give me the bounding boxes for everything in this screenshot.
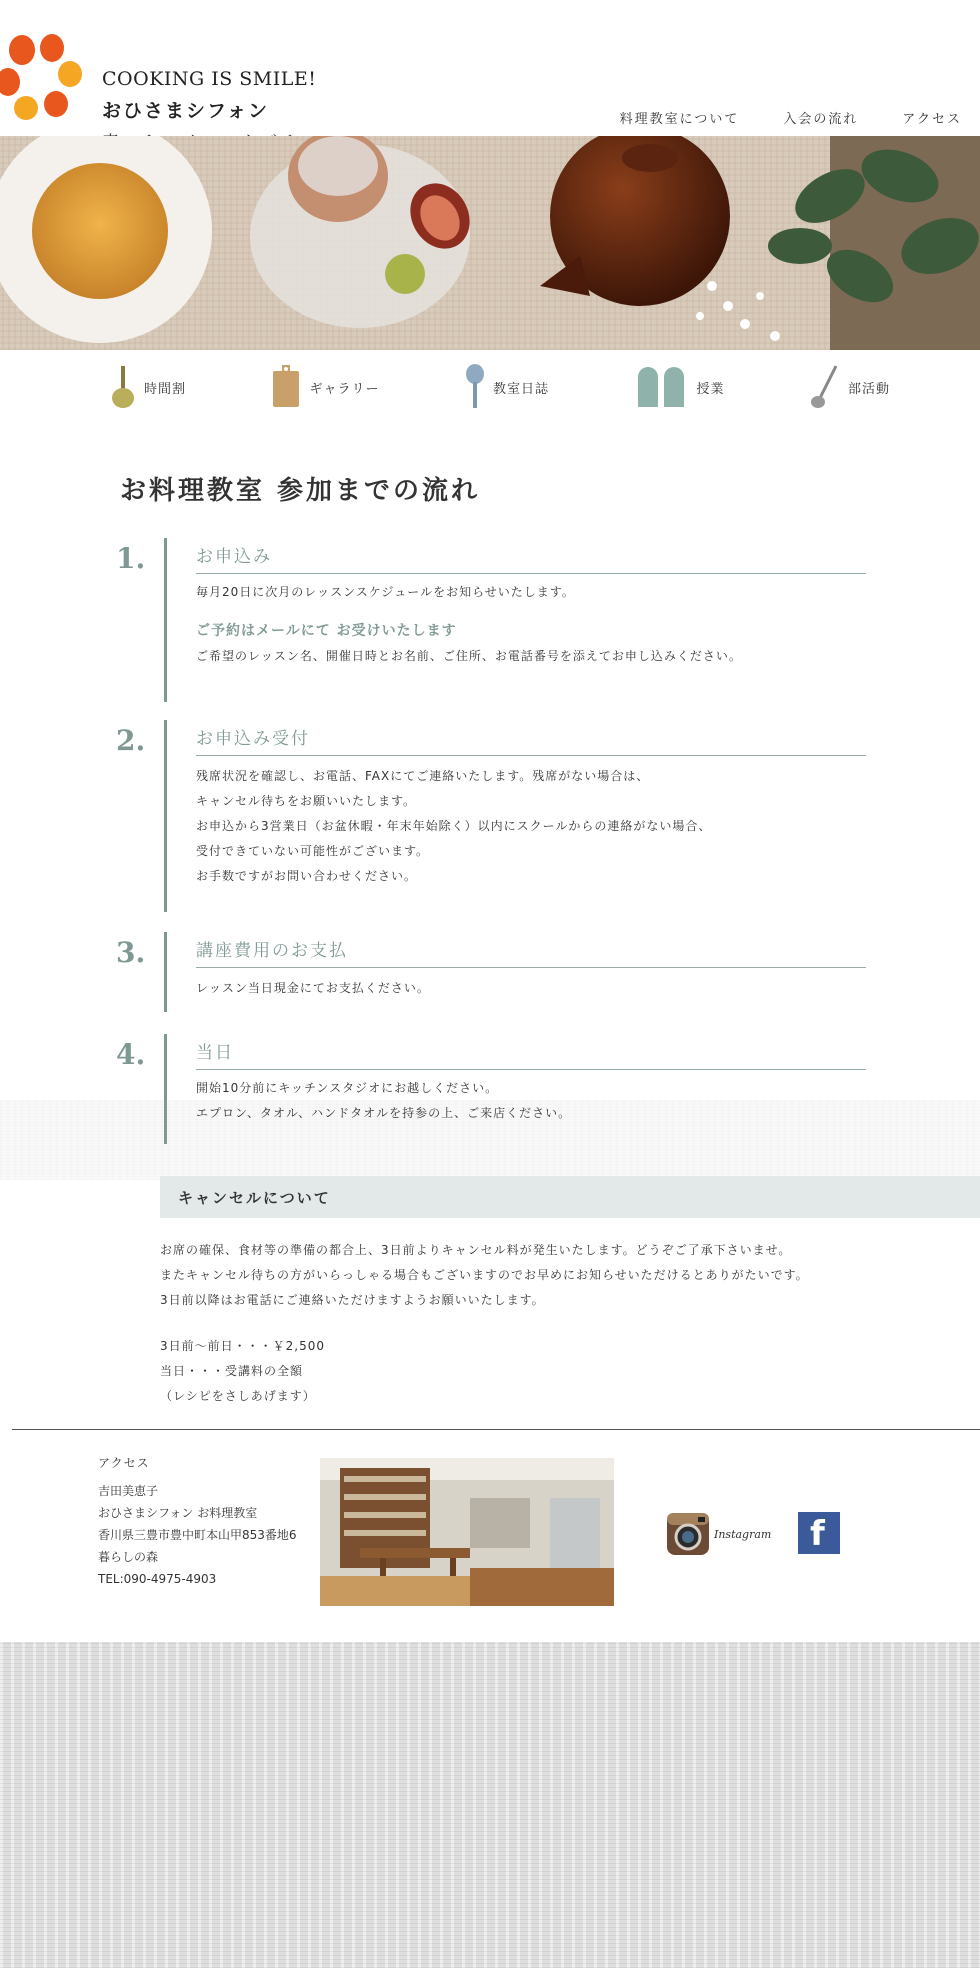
flower-logo-icon <box>0 32 86 122</box>
iconnav-label: 教室日誌 <box>492 381 549 397</box>
step-title: 講座費用のお支払 <box>196 936 866 968</box>
step-text: ご希望のレッスン名、開催日時とお名前、ご住所、お電話番号を添えてお申し込みください。 <box>196 649 742 663</box>
footer-texture <box>0 1642 980 1968</box>
fee-line: 当日・・・受講料の全額 <box>160 1364 304 1378</box>
access-line: 吉田美恵子 <box>98 1484 159 1498</box>
cutting-board-icon <box>271 365 301 409</box>
step-number: 3. <box>116 936 146 969</box>
step-number: 2. <box>116 724 146 757</box>
access-title: アクセス <box>98 1456 150 1470</box>
step-1 <box>116 538 876 702</box>
whisk-ladle-icon <box>810 364 840 410</box>
kitchen-photo <box>320 1458 614 1606</box>
iconnav-gallery[interactable] <box>271 362 379 412</box>
step-body <box>196 764 866 889</box>
access-line: 暮らしの森 <box>98 1550 159 1564</box>
iconnav-timetable[interactable] <box>110 362 186 412</box>
footer-divider <box>12 1429 980 1430</box>
step-title: 当日 <box>196 1038 866 1070</box>
nav-about[interactable]: 料理教室について <box>619 112 740 127</box>
step-subheading: ご予約はメールにて お受けいたします <box>196 623 457 639</box>
site-logo[interactable] <box>0 32 320 132</box>
instagram-icon <box>666 1512 710 1556</box>
access-info <box>98 1452 297 1590</box>
iconnav-label: 授業 <box>696 381 725 397</box>
cancel-title: キャンセルについて <box>178 1189 331 1207</box>
step-bar <box>164 720 167 912</box>
top-nav <box>620 108 962 127</box>
iconnav-clubs[interactable] <box>810 362 890 412</box>
category-nav <box>110 362 890 412</box>
step-body <box>196 1076 866 1126</box>
step-body <box>196 976 866 1001</box>
cancel-policy <box>160 1238 960 1313</box>
access-line: おひさまシフォン お料理教室 <box>98 1506 258 1520</box>
instagram-label: Instagram <box>714 1527 772 1541</box>
step-bar <box>164 538 167 702</box>
cancel-text: お席の確保、食材等の準備の都合上、3日前よりキャンセル料が発生いたします。どうぞご了承下さいませ。 <box>160 1243 792 1257</box>
step-text: お手数ですがお問い合わせください。 <box>196 869 418 883</box>
step-text: 開始10分前にキッチンスタジオにお越しください。 <box>196 1081 499 1095</box>
instagram-link[interactable] <box>666 1512 771 1556</box>
step-text: キャンセル待ちをお願いいたします。 <box>196 794 417 808</box>
oven-mitts-icon <box>634 365 688 409</box>
step-text: エプロン、タオル、ハンドタオルを持参の上、ご来店ください。 <box>196 1106 572 1120</box>
access-line: 香川県三豊市豊中町本山甲853番地6 <box>98 1528 297 1542</box>
step-text: 残席状況を確認し、お電話、FAXにてご連絡いたします。残席がない場合は、 <box>196 769 650 783</box>
cancel-text: 3日前以降はお電話にご連絡いただけますようお願いいたします。 <box>160 1293 545 1307</box>
page-title: お料理教室 参加までの流れ <box>120 476 481 506</box>
cancel-text: またキャンセル待ちの方がいらっしゃる場合もございますのでお早めにお知らせいただけるとありがたいです。 <box>160 1268 809 1282</box>
iconnav-label: 時間割 <box>144 381 187 397</box>
fee-line: （レシピをさしあげます） <box>160 1389 316 1403</box>
fee-line: 3日前～前日・・・￥2,500 <box>160 1339 325 1353</box>
access-line: TEL:090-4975-4903 <box>98 1572 217 1586</box>
nav-join-flow[interactable]: 入会の流れ <box>783 112 859 127</box>
hero-image <box>0 136 980 350</box>
facebook-icon: f <box>810 1514 825 1554</box>
step-body <box>196 580 866 669</box>
facebook-link[interactable] <box>798 1512 840 1554</box>
step-number: 1. <box>116 542 146 575</box>
iconnav-label: ギャラリー <box>309 381 380 397</box>
step-2 <box>116 720 876 912</box>
cancel-fees <box>160 1334 325 1409</box>
ladle-icon <box>465 364 485 410</box>
step-title: お申込み <box>196 542 866 574</box>
nav-access[interactable]: アクセス <box>902 112 962 127</box>
spoon-icon <box>110 364 136 410</box>
iconnav-journal[interactable] <box>465 362 549 412</box>
step-text: レッスン当日現金にてお支払ください。 <box>196 981 430 995</box>
iconnav-label: 部活動 <box>847 381 890 397</box>
step-title: お申込み受付 <box>196 724 866 756</box>
step-number: 4. <box>116 1038 146 1071</box>
step-text: お申込から3営業日（お盆休暇・年末年始除く）以内にスクールからの連絡がない場合、 <box>196 819 712 833</box>
step-bar <box>164 932 167 1012</box>
step-text: 毎月20日に次月のレッスンスケジュールをお知らせいたします。 <box>196 585 575 599</box>
step-text: 受付できていない可能性がございます。 <box>196 844 430 858</box>
iconnav-classes[interactable] <box>634 362 724 412</box>
logo-tagline: COOKING IS SMILE! <box>102 68 317 90</box>
step-4 <box>116 1034 876 1144</box>
step-3 <box>116 932 876 1012</box>
step-bar <box>164 1034 167 1144</box>
logo-name: おひさまシフォン <box>102 100 270 122</box>
